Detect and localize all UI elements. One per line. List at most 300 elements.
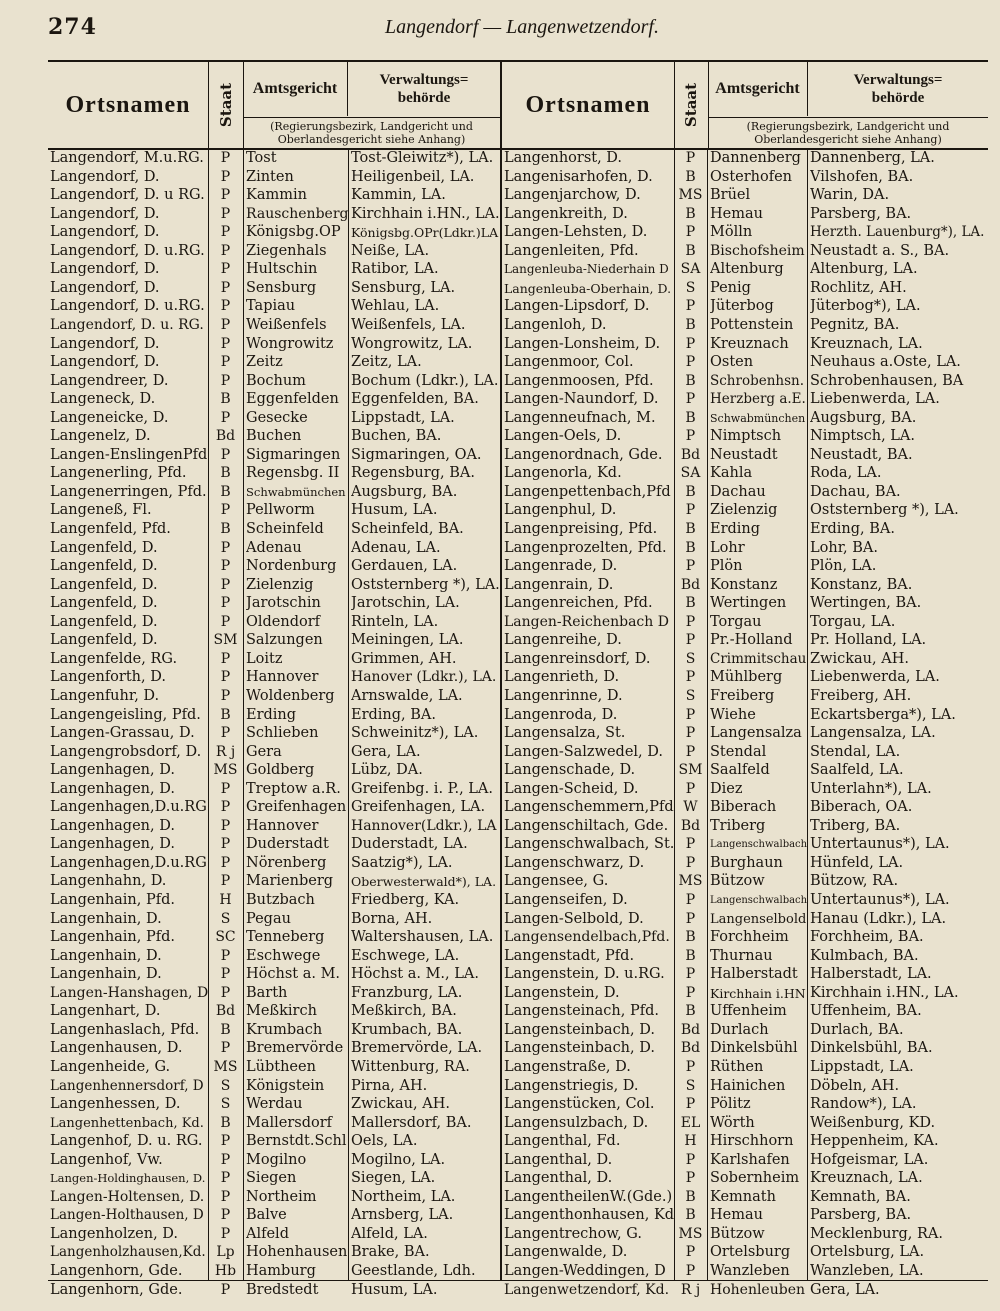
amtsgericht: Kahla: [710, 465, 753, 482]
table-row: [502, 1078, 988, 1096]
place-name: Langendreer, D.: [50, 372, 169, 389]
staat-code: P: [220, 1225, 231, 1242]
verwaltungsbehoerde: Wongrowitz, LA.: [351, 335, 473, 352]
staat-code: P: [685, 1096, 696, 1113]
place-name: Langenfuhr, D.: [50, 687, 160, 704]
header-note-right: [708, 117, 988, 148]
table-row: [502, 725, 988, 743]
verwaltungsbehoerde: Erding, BA.: [351, 706, 437, 723]
staat-code: B: [685, 205, 696, 222]
verwaltungsbehoerde: Lohr, BA.: [810, 539, 878, 556]
staat-code: P: [220, 854, 231, 871]
verwaltungsbehoerde: Lippstadt, LA.: [810, 1058, 914, 1075]
table-row: [502, 224, 988, 242]
place-name: Langenprozelten, Pfd.: [504, 539, 667, 556]
verwaltungsbehoerde: Friedberg, KA.: [351, 892, 460, 908]
place-name: Langenorla, Kd.: [504, 465, 622, 482]
header-amtsgericht-right: Amtsgericht: [708, 62, 808, 116]
verwaltungsbehoerde: Sensburg, LA.: [351, 279, 456, 296]
staat-code: B: [685, 409, 696, 426]
staat-code: P: [685, 298, 696, 315]
amtsgericht: Loitz: [246, 650, 283, 667]
table-row: [502, 1189, 988, 1207]
verwaltungsbehoerde: Oberwesterwald*), LA.: [351, 874, 497, 890]
verwaltungsbehoerde: Duderstadt, LA.: [351, 836, 468, 853]
verwaltungsbehoerde: Franzburg, LA.: [351, 984, 463, 1001]
staat-code: MS: [678, 187, 703, 204]
place-name: Langenleuba-Niederhain D: [504, 262, 669, 277]
verwaltungsbehoerde: Kirchhain i.HN., LA.: [351, 205, 500, 222]
staat-code: P: [685, 613, 696, 630]
staat-code: P: [220, 224, 231, 241]
verwaltungsbehoerde: Rinteln, LA.: [351, 613, 439, 630]
staat-code: Hb: [214, 1263, 237, 1279]
amtsgericht: Eggenfelden: [246, 391, 339, 408]
staat-code: P: [220, 446, 231, 463]
table-row: [48, 1152, 500, 1170]
place-name: Langenisarhofen, D.: [504, 168, 653, 185]
place-name: Langen-EnslingenPfd: [50, 446, 208, 463]
amtsgericht: Ziegenhals: [246, 242, 327, 259]
verwaltungsbehoerde: Eschwege, LA.: [351, 947, 460, 964]
place-name: Langensteinbach, D.: [504, 1040, 655, 1057]
staat-code: P: [220, 836, 231, 853]
table-row: [48, 521, 500, 539]
amtsgericht: Karlshafen: [710, 1151, 790, 1168]
amtsgericht: Durlach: [710, 1021, 769, 1038]
table-row: [48, 577, 500, 595]
table-row: [48, 1133, 500, 1151]
verwaltungsbehoerde: Kreuznach, LA.: [810, 1170, 923, 1187]
staat-code: P: [685, 428, 696, 445]
amtsgericht: Hannover: [246, 817, 319, 834]
staat-code: P: [220, 409, 231, 426]
amtsgericht: Hultschin: [246, 261, 318, 278]
staat-code: P: [220, 539, 231, 556]
verwaltungsbehoerde: Waltershausen, LA.: [351, 929, 494, 946]
table-row: [502, 577, 988, 595]
table-row: [48, 707, 500, 725]
verwaltungsbehoerde: Kulmbach, BA.: [810, 947, 919, 964]
staat-code: S: [685, 650, 696, 667]
amtsgericht: Osterhofen: [710, 168, 793, 185]
verwaltungsbehoerde: Kammin, LA.: [351, 187, 446, 204]
staat-code: B: [685, 483, 696, 500]
place-name: Langen-Oels, D.: [504, 428, 622, 445]
verwaltungsbehoerde: Saatzig*), LA.: [351, 854, 453, 871]
header-note-line1-right: (Regierungsbezirk, Landgericht und: [746, 120, 950, 133]
verwaltungsbehoerde: Bützow, RA.: [810, 873, 899, 890]
staat-code: P: [220, 1040, 231, 1057]
amtsgericht: Marienberg: [246, 873, 334, 890]
verwaltungsbehoerde: Hofgeismar, LA.: [810, 1151, 929, 1168]
staat-code: P: [685, 391, 696, 408]
place-name: Langenpreising, Pfd.: [504, 521, 658, 537]
place-name: Langenthal, D.: [504, 1170, 613, 1187]
staat-code: P: [220, 595, 231, 612]
table-row: [48, 1226, 500, 1244]
amtsgericht: Tenneberg: [246, 929, 325, 946]
table-row: [502, 1040, 988, 1058]
verwaltungsbehoerde: Kemnath, BA.: [810, 1188, 911, 1205]
amtsgericht: Mölln: [710, 224, 753, 241]
amtsgericht: Hemau: [710, 1207, 763, 1224]
place-name: Langenwetzendorf, Kd.: [504, 1281, 670, 1298]
table-row: [502, 929, 988, 947]
staat-code: P: [220, 1188, 231, 1205]
amtsgericht: Osten: [710, 354, 754, 371]
place-name: Langeneicke, D.: [50, 409, 169, 426]
place-name: Langenseifen, D.: [504, 892, 628, 908]
table-row: [502, 465, 988, 483]
staat-code: P: [220, 947, 231, 964]
table-row: [502, 1282, 988, 1300]
staat-code: P: [685, 354, 696, 371]
staat-code: P: [220, 279, 231, 296]
verwaltungsbehoerde: Jüterbog*), LA.: [810, 298, 921, 315]
staat-code: P: [220, 799, 231, 816]
place-name: Langenthal, D.: [504, 1151, 613, 1168]
place-name: Langenrain, D.: [504, 576, 614, 593]
right-rows: [502, 150, 988, 1298]
place-name: LangentheilenW.(Gde.): [504, 1188, 673, 1205]
amtsgericht: Northeim: [246, 1188, 317, 1205]
table-row: [502, 632, 988, 650]
amtsgericht: Gesecke: [246, 409, 308, 426]
table-row: [502, 1152, 988, 1170]
verwaltungsbehoerde: Untertaunus*), LA.: [810, 836, 950, 853]
staat-code: P: [220, 613, 231, 630]
staat-code: P: [685, 984, 696, 1001]
verwaltungsbehoerde: Freiberg, AH.: [810, 687, 912, 704]
verwaltungsbehoerde: Uffenheim, BA.: [810, 1003, 922, 1020]
amtsgericht: Nordenburg: [246, 558, 337, 575]
table-row: [502, 558, 988, 576]
staat-code: P: [685, 910, 696, 927]
amtsgericht: Sensburg: [246, 279, 317, 296]
amtsgericht: Zielenzig: [710, 502, 778, 519]
verwaltungsbehoerde: Gerdauen, LA.: [351, 558, 458, 575]
table-row: [502, 669, 988, 687]
table-row: [48, 632, 500, 650]
verwaltungsbehoerde: Zwickau, AH.: [810, 650, 909, 667]
amtsgericht: Langensalza: [710, 725, 802, 742]
staat-code: MS: [213, 762, 238, 779]
place-name: Langenwalde, D.: [504, 1244, 628, 1261]
verwaltungsbehoerde: Parsberg, BA.: [810, 205, 912, 222]
amtsgericht: Halberstadt: [710, 966, 798, 983]
header-verwaltungsbehoerde: [348, 62, 500, 116]
staat-code: P: [685, 743, 696, 760]
verwaltungsbehoerde: Grimmen, AH.: [351, 650, 457, 667]
amtsgericht: Jarotschin: [246, 595, 321, 612]
verwaltungsbehoerde: Meßkirch, BA.: [351, 1003, 457, 1020]
place-name: Langenstücken, Col.: [504, 1096, 655, 1113]
place-name: Langenphul, D.: [504, 502, 617, 519]
amtsgericht: Schlieben: [246, 725, 319, 742]
table-row: [48, 873, 500, 891]
staat-code: P: [220, 650, 231, 667]
verwaltungsbehoerde: Parsberg, BA.: [810, 1207, 912, 1224]
place-name: Langenhagen,D.u.RG: [50, 799, 207, 816]
verwaltungsbehoerde: Pr. Holland, LA.: [810, 632, 927, 649]
header-staat-right: [674, 62, 709, 148]
table-row: [48, 391, 500, 409]
staat-code: B: [220, 521, 231, 537]
verwaltungsbehoerde: Mogilno, LA.: [351, 1151, 446, 1168]
table-row: [48, 1096, 500, 1114]
staat-code: B: [220, 465, 231, 482]
amtsgericht: Kemnath: [710, 1188, 776, 1205]
place-name: Langengeisling, Pfd.: [50, 706, 201, 723]
staat-code: B: [220, 1021, 231, 1038]
staat-code: P: [220, 817, 231, 834]
staat-code: P: [220, 205, 231, 222]
table-row: [48, 836, 500, 854]
table-row: [48, 540, 500, 558]
place-name: Langen-Holdinghausen, D.: [50, 1171, 206, 1186]
amtsgericht: Wertingen: [710, 595, 787, 612]
verwaltungsbehoerde: Augsburg, BA.: [351, 483, 458, 500]
place-name: Langenmoor, Col.: [504, 354, 634, 371]
staat-code: Bd: [215, 1003, 236, 1020]
staat-code: P: [685, 780, 696, 797]
verwaltungsbehoerde: Warin, DA.: [810, 187, 890, 204]
staat-code: B: [685, 168, 696, 185]
staat-code: P: [220, 168, 231, 185]
place-name: Langendorf, D.: [50, 168, 160, 185]
verwaltungsbehoerde: Hanau (Ldkr.), LA.: [810, 910, 947, 927]
amtsgericht: Crimmitschau: [710, 650, 807, 667]
staat-code: B: [220, 483, 231, 500]
staat-code: S: [220, 1096, 231, 1113]
place-name: Langenhain, Pfd.: [50, 892, 176, 908]
table-row: [48, 744, 500, 762]
verwaltungsbehoerde: Liebenwerda, LA.: [810, 669, 940, 686]
staat-code: P: [220, 1281, 231, 1298]
table-row: [502, 688, 988, 706]
place-name: Langenhettenbach, Kd.: [50, 1115, 204, 1131]
table-row: [48, 317, 500, 335]
verwaltungsbehoerde: Rochlitz, AH.: [810, 279, 907, 296]
table-row: [502, 1059, 988, 1077]
table-row: [502, 1096, 988, 1114]
amtsgericht: Wörth: [710, 1114, 755, 1131]
staat-code: P: [220, 725, 231, 742]
table-row: [502, 187, 988, 205]
place-name: Langenhof, Vw.: [50, 1151, 163, 1168]
place-name: Langenleuba-Oberhain, D.: [504, 280, 672, 296]
amtsgericht: Eschwege: [246, 947, 321, 964]
place-name: Langenschade, D.: [504, 762, 636, 779]
table-row: [502, 873, 988, 891]
verwaltungsbehoerde: Buchen, BA.: [351, 428, 442, 445]
verwaltungsbehoerde: Schweinitz*), LA.: [351, 725, 479, 742]
amtsgericht: Neustadt: [710, 446, 778, 463]
place-name: Langen-Lonsheim, D.: [504, 335, 661, 352]
amtsgericht: Goldberg: [246, 762, 315, 779]
place-name: Langen-Lehsten, D.: [504, 224, 648, 241]
amtsgericht: Rüthen: [710, 1058, 764, 1075]
table-row: [48, 410, 500, 428]
staat-code: B: [685, 947, 696, 964]
staat-code: MS: [678, 1225, 703, 1242]
staat-code: P: [685, 558, 696, 575]
staat-code: P: [685, 854, 696, 871]
verwaltungsbehoerde: Neustadt a. S., BA.: [810, 242, 950, 259]
place-name: Langendorf, D.: [50, 279, 160, 296]
header-ortsnamen-right: Ortsnamen: [525, 91, 651, 118]
table-row: [502, 762, 988, 780]
table-row: [502, 1003, 988, 1021]
amtsgericht: Bochum: [246, 372, 306, 389]
place-name: Langenholzen, D.: [50, 1225, 179, 1242]
table-row: [502, 428, 988, 446]
amtsgericht: Krumbach: [246, 1021, 323, 1038]
verwaltungsbehoerde: Herzth. Lauenburg*), LA.: [810, 224, 985, 241]
table-row: [502, 1170, 988, 1188]
header-staat-label: Staat: [217, 82, 236, 128]
amtsgericht: Dachau: [710, 483, 766, 500]
table-row: [502, 1115, 988, 1133]
table-row: [48, 373, 500, 391]
amtsgericht: Meßkirch: [246, 1003, 317, 1020]
table-row: [48, 280, 500, 298]
place-name: Langenholzhausen,Kd.: [50, 1244, 206, 1261]
place-name: Langenrieth, D.: [504, 669, 620, 686]
staat-code: P: [220, 780, 231, 797]
place-name: Langenhain, D.: [50, 910, 162, 927]
verwaltungsbehoerde: Hannover(Ldkr.), LA: [351, 817, 497, 834]
staat-code: P: [220, 1133, 231, 1150]
verwaltungsbehoerde: Hünfeld, LA.: [810, 854, 904, 871]
table-row: [502, 855, 988, 873]
place-name: Langengrobsdorf, D.: [50, 743, 202, 760]
table-row: [48, 669, 500, 687]
staat-code: Bd: [215, 428, 236, 445]
place-name: Langenmoosen, Pfd.: [504, 372, 654, 389]
place-name: Langenreichen, Pfd.: [504, 595, 653, 612]
amtsgericht: Duderstadt: [246, 836, 329, 853]
place-name: Langenhagen, D.: [50, 780, 175, 797]
staat-code: P: [220, 1170, 231, 1187]
verwaltungsbehoerde: Ratibor, LA.: [351, 261, 439, 278]
place-name: Langenfeld, D.: [50, 576, 158, 593]
verwaltungsbehoerde: Krumbach, BA.: [351, 1021, 463, 1038]
staat-code: B: [685, 1207, 696, 1224]
staat-code: B: [685, 1188, 696, 1205]
verwaltungsbehoerde: Zeitz, LA.: [351, 354, 422, 371]
staat-code: P: [220, 150, 231, 166]
table-row: [48, 187, 500, 205]
table-row: [48, 465, 500, 483]
staat-code: B: [685, 1003, 696, 1020]
amtsgericht: Weißenfels: [246, 316, 327, 333]
verwaltungsbehoerde: Triberg, BA.: [810, 817, 901, 834]
staat-code: P: [220, 873, 231, 890]
left-table-header: [48, 62, 500, 150]
amtsgericht: Mühlberg: [710, 669, 783, 686]
staat-code: Bd: [680, 1040, 701, 1057]
header-note-line2: Oberlandesgericht siehe Anhang): [277, 133, 466, 146]
gazetteer-table: [48, 60, 988, 1298]
verwaltungsbehoerde: Sigmaringen, OA.: [351, 446, 482, 463]
place-name: Langenhagen, D.: [50, 762, 175, 779]
amtsgericht: Salzungen: [246, 632, 323, 649]
staat-code: P: [685, 1170, 696, 1187]
staat-code: Bd: [680, 576, 701, 593]
amtsgericht: Hamburg: [246, 1263, 316, 1279]
verwaltungsbehoerde: Biberach, OA.: [810, 799, 913, 816]
verwaltungsbehoerde: Pirna, AH.: [351, 1077, 428, 1094]
verwaltungsbehoerde: Halberstadt, LA.: [810, 966, 932, 983]
staat-code: P: [220, 966, 231, 983]
place-name: Langensalza, St.: [504, 725, 626, 742]
place-name: Langenstraße, D.: [504, 1058, 631, 1075]
amtsgericht: Zinten: [246, 168, 294, 185]
verwaltungsbehoerde: Plön, LA.: [810, 558, 877, 575]
place-name: Langenhart, D.: [50, 1003, 161, 1020]
table-row: [502, 985, 988, 1003]
place-name: Langenfeld, Pfd.: [50, 521, 171, 537]
amtsgericht: Rauschenberg: [246, 205, 348, 222]
staat-code: SM: [678, 762, 703, 779]
staat-code: B: [685, 372, 696, 389]
verwaltungsbehoerde: Liebenwerda, LA.: [810, 391, 940, 408]
amtsgericht: Jüterbog: [710, 298, 774, 315]
place-name: Langendorf, D.: [50, 205, 160, 222]
verwaltungsbehoerde: Weißenfels, LA.: [351, 316, 466, 333]
amtsgericht: Altenburg: [710, 261, 784, 278]
table-row: [502, 502, 988, 520]
header-staat-label-right: Staat: [682, 82, 701, 128]
place-name: Langenfeld, D.: [50, 558, 158, 575]
place-name: Langenthonhausen, Kd: [504, 1207, 674, 1224]
place-name: Langendorf, D.: [50, 354, 160, 371]
amtsgericht: Tost: [246, 150, 277, 166]
header-verwaltung-line2-right: behörde: [871, 90, 925, 106]
table-row: [502, 707, 988, 725]
place-name: Langenfelde, RG.: [50, 650, 178, 667]
verwaltungsbehoerde: Langensalza, LA.: [810, 725, 936, 742]
amtsgericht: Mogilno: [246, 1151, 307, 1168]
verwaltungsbehoerde: Northeim, LA.: [351, 1188, 456, 1205]
place-name: Langenpettenbach,Pfd: [504, 483, 671, 500]
amtsgericht: Hainichen: [710, 1077, 786, 1094]
verwaltungsbehoerde: Vilshofen, BA.: [810, 168, 914, 185]
staat-code: P: [220, 502, 231, 519]
left-rows: [48, 150, 500, 1298]
verwaltungsbehoerde: Wittenburg, RA.: [351, 1058, 470, 1075]
table-row: [48, 1115, 500, 1133]
table-row: [48, 224, 500, 242]
table-row: [502, 744, 988, 762]
amtsgericht: Greifenhagen: [246, 799, 347, 816]
place-name: Langendorf, D.: [50, 261, 160, 278]
table-row: [48, 558, 500, 576]
amtsgericht: Torgau: [710, 613, 762, 630]
verwaltungsbehoerde: Wanzleben, LA.: [810, 1263, 924, 1279]
table-row: [48, 169, 500, 187]
staat-code: W: [683, 799, 698, 816]
table-row: [48, 428, 500, 446]
place-name: Langenreihe, D.: [504, 632, 622, 649]
amtsgericht: Penig: [710, 279, 751, 296]
verwaltungsbehoerde: Weißenburg, KD.: [810, 1114, 936, 1131]
table-row: [48, 725, 500, 743]
staat-code: P: [220, 335, 231, 352]
amtsgericht: Schwabmünchen: [710, 411, 806, 425]
